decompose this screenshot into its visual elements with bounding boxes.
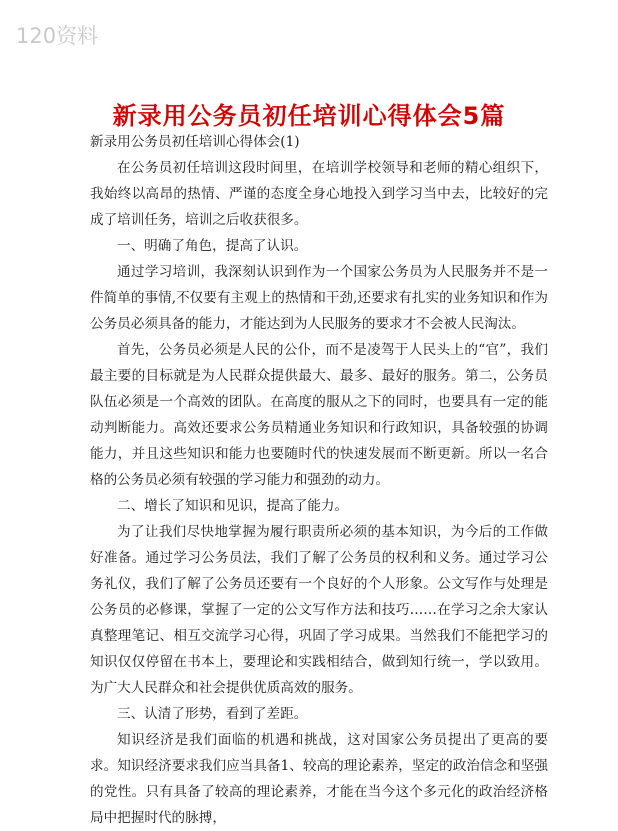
- subheading: 三、认清了形势，看到了差距。: [117, 706, 308, 722]
- document-body: [90, 129, 548, 831]
- paragraph: 知识经济是我们面临的机遇和挑战，这对国家公务员提出了更高的要求。知识经济要求我们应当具备1、较高的理论素养，坚定的政治信念和坚强的党性。只有具备了较高的理论素养，才能在当今这个多元化的政治经济格局中把握时代的脉搏，: [90, 732, 548, 826]
- paragraph: 在公务员初任培训这段时间里，在培训学校领导和老师的精心组织下，我始终以高昂的热情、严谨的态度全身心地投入到学习当中去，比较好的完成了培训任务，培训之后收获很多。: [90, 160, 548, 228]
- paragraph: 首先，公务员必须是人民的公仆，而不是凌驾于人民头上的“官”，我们最主要的目标就是为人民群众提供最大、最多、最好的服务。第二，公务员队伍必须是一个高效的团队。在高度的服从之下的同时，也要具有一定的能动判断能力。高效还要求公务员精通业务知识和行政知识，具备较强的协调能力，并且这些知识和能力也要随时代的快速发展而不断更新。所以一名合格的公务员必须有较强的学习能力和强劲的动力。: [90, 342, 548, 488]
- subheading: 一、明确了角色，提高了认识。: [117, 238, 308, 254]
- document-title: 新录用公务员初任培训心得体会5篇: [112, 102, 506, 131]
- subheading: 二、增长了知识和见识，提高了能力。: [117, 498, 349, 514]
- section-heading: 新录用公务员初任培训心得体会(1): [90, 134, 300, 150]
- paragraph: 为了让我们尽快地掌握为履行职责所必须的基本知识，为今后的工作做好准备。通过学习公务员法，我们了解了公务员的权利和义务。通过学习公务礼仪，我们了解了公务员还要有一个良好的个人形象。公文写作与处理是公务员的必修课，掌握了一定的公文写作方法和技巧……在学习之余大家认真整理笔记、相互交流学习心得，巩固了学习成果。当然我们不能把学习的知识仅仅停留在书本上，要理论和实践相结合，做到知行统一，学以致用。为广大人民群众和社会提供优质高效的服务。: [90, 524, 548, 696]
- watermark: 120资料: [16, 24, 99, 48]
- paragraph: 通过学习培训，我深刻认识到作为一个国家公务员为人民服务并不是一件简单的事情,不仅要有主观上的热情和干劲,还要求有扎实的业务知识和作为公务员必须具备的能力，才能达到为人民服务的要求才不会被人民淘汰。: [90, 264, 548, 332]
